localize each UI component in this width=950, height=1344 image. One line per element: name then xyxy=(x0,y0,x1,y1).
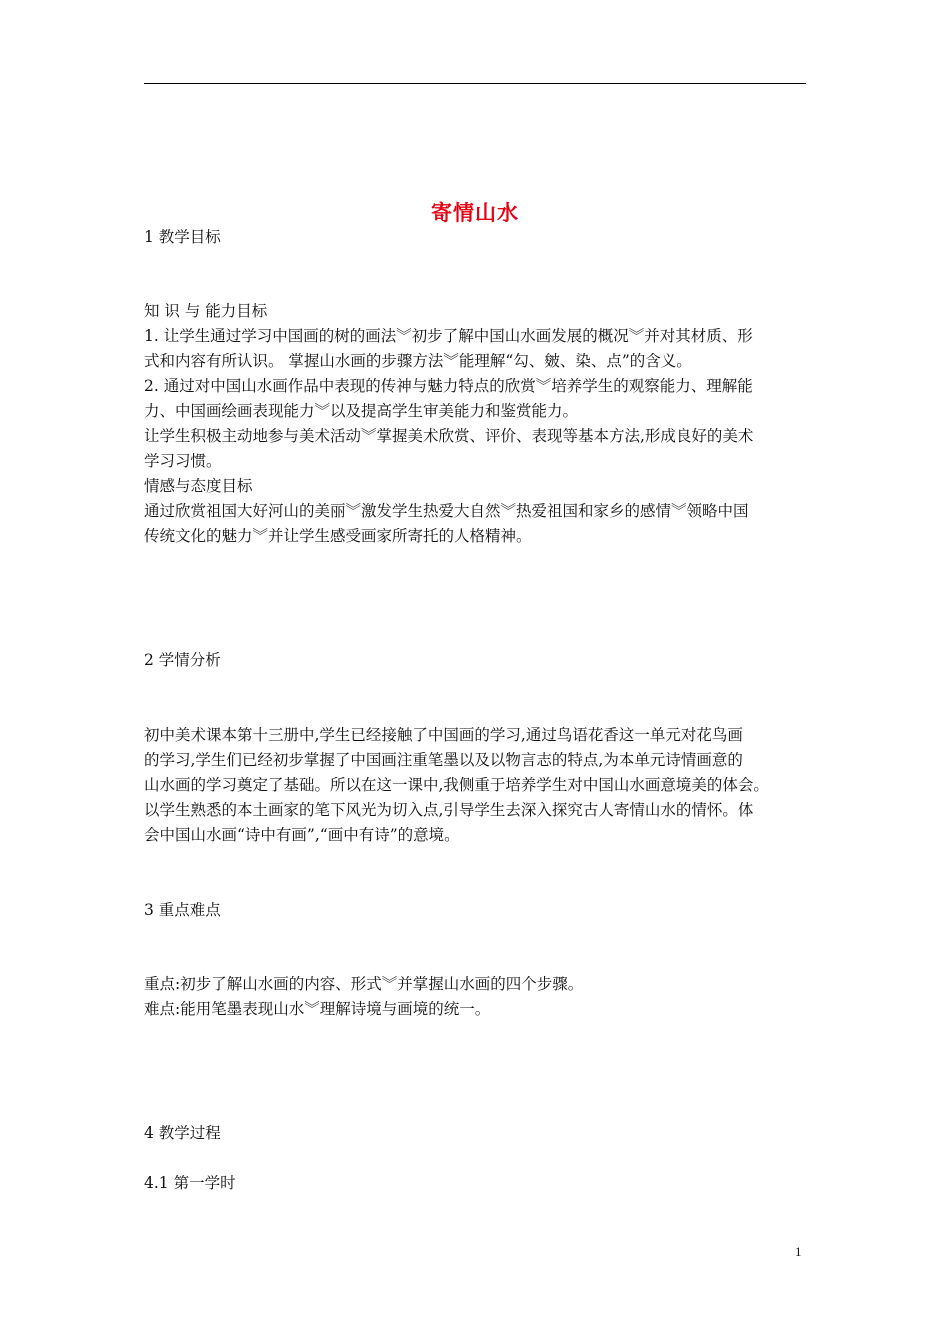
section-heading-student-analysis: 2 学情分析 xyxy=(144,651,221,669)
paragraph-line: 通过欣赏祖国大好河山的美丽︾激发学生热爱大自然︾热爱祖国和家乡的感情︾领略中国 xyxy=(144,502,749,520)
subheading-knowledge-ability: 知 识 与 能力目标 xyxy=(144,302,268,320)
paragraph-line: 山水画的学习奠定了基础。所以在这一课中,我侧重于培养学生对中国山水画意境美的体会。 xyxy=(144,776,769,794)
page-number: 1 xyxy=(795,1244,802,1259)
paragraph-line: 重点:初步了解山水画的内容、形式︾并掌握山水画的四个步骤。 xyxy=(144,975,584,993)
section-heading-teaching-process: 4 教学过程 xyxy=(144,1124,221,1142)
paragraph-line: 难点:能用笔墨表现山水︾理解诗境与画境的统一。 xyxy=(144,1000,491,1018)
paragraph-line: 以学生熟悉的本土画家的笔下风光为切入点,引导学生去深入探究古人寄情山水的情怀。体 xyxy=(144,801,754,819)
paragraph-line: 2. 通过对中国山水画作品中表现的传神与魅力特点的欣赏︾培养学生的观察能力、理解能 xyxy=(144,377,753,395)
paragraph-line: 让学生积极主动地参与美术活动︾掌握美术欣赏、评价、表现等基本方法,形成良好的美术 xyxy=(144,427,754,445)
header-rule xyxy=(144,83,806,84)
paragraph-line: 传统文化的魅力︾并让学生感受画家所寄托的人格精神。 xyxy=(144,527,532,545)
subheading-first-lesson: 4.1 第一学时 xyxy=(144,1174,236,1192)
paragraph-line: 初中美术课本第十三册中,学生已经接触了中国画的学习,通过鸟语花香这一单元对花鸟画 xyxy=(144,726,743,744)
section-heading-teaching-goals: 1 教学目标 xyxy=(144,228,221,246)
paragraph-line: 会中国山水画“诗中有画”,“画中有诗”的意境。 xyxy=(144,826,460,844)
paragraph-line: 式和内容有所认识。 掌握山水画的步骤方法︾能理解“勾、皴、染、点”的含义。 xyxy=(144,352,692,370)
paragraph-line: 力、中国画绘画表现能力︾以及提高学生审美能力和鉴赏能力。 xyxy=(144,402,579,420)
section-heading-key-points: 3 重点难点 xyxy=(144,901,221,919)
paragraph-line: 学习习惯。 xyxy=(144,452,222,470)
subheading-emotion-attitude: 情感与态度目标 xyxy=(144,477,253,495)
paragraph-line: 的学习,学生们已经初步掌握了中国画注重笔墨以及以物言志的特点,为本单元诗情画意的 xyxy=(144,751,743,769)
document-title: 寄情山水 xyxy=(431,201,519,225)
paragraph-line: 1. 让学生通过学习中国画的树的画法︾初步了解中国山水画发展的概况︾并对其材质、形 xyxy=(144,327,753,345)
